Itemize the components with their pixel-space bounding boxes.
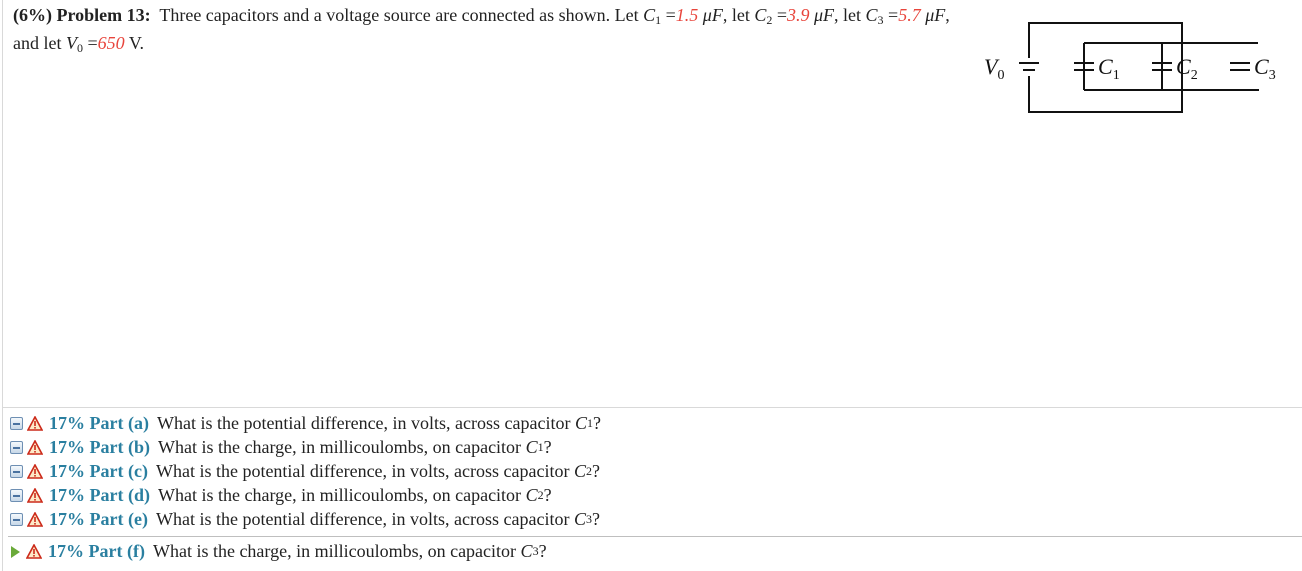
c2-value: 3.9 — [787, 5, 810, 25]
circuit-wire-bottom — [1029, 76, 1182, 112]
capacitor-symbol: C — [574, 508, 587, 529]
collapse-icon[interactable] — [10, 513, 23, 526]
c1-value: 1.5 — [675, 5, 699, 25]
part-label[interactable]: 17% Part (a) — [49, 413, 149, 434]
capacitor-subscript: 2 — [537, 487, 544, 502]
part-question: What is the potential difference, in volts, across capacitor — [156, 413, 571, 434]
unit-uf: μF — [814, 5, 835, 25]
part-question: What is the charge, in millicoulombs, on capacitor — [157, 437, 522, 458]
c2-label: $C_2$ — [1176, 54, 1198, 83]
capacitor-symbol: C — [574, 460, 587, 481]
part-label[interactable]: 17% Part (b) — [49, 437, 150, 458]
c3-label: $C_3$ — [1254, 54, 1276, 83]
capacitor-subscript: 2 — [586, 463, 593, 478]
capacitor-subscript: 1 — [537, 440, 544, 455]
collapse-icon[interactable] — [10, 441, 23, 454]
c1-label: $C_1$ — [1098, 54, 1120, 83]
part-question: What is the potential difference, in volts, across capacitor — [155, 508, 570, 529]
part-question: What is the potential difference, in volts, across capacitor — [155, 460, 570, 481]
panel-left-border — [2, 0, 3, 571]
problem-weight: (6%) — [13, 5, 52, 25]
part-e-row[interactable] — [10, 507, 1300, 531]
c3-symbol: C — [865, 5, 878, 25]
v0-symbol: V — [65, 33, 77, 53]
parts-list — [10, 412, 1300, 561]
v0-value: 650 — [97, 33, 125, 53]
c2-symbol: C — [754, 5, 767, 25]
c1-subscript: 1 — [655, 13, 662, 27]
capacitor-symbol: C — [525, 484, 538, 505]
warning-icon — [26, 544, 42, 559]
collapse-icon[interactable] — [10, 417, 23, 430]
circuit-diagram — [980, 18, 1290, 118]
v0-label: $V_0$ — [984, 54, 1005, 83]
part-f-row[interactable] — [8, 536, 1302, 566]
word-let: let — [843, 5, 862, 25]
c1-symbol: C — [643, 5, 656, 25]
warning-icon — [27, 464, 43, 479]
part-label[interactable]: 17% Part (e) — [49, 508, 148, 529]
part-question: What is the charge, in millicoulombs, on capacitor — [157, 484, 522, 505]
part-label[interactable]: 17% Part (f) — [48, 541, 145, 561]
capacitor-symbol: C — [520, 541, 533, 561]
part-label[interactable]: 17% Part (c) — [49, 460, 148, 481]
question-mark: ? — [593, 413, 602, 434]
collapse-icon[interactable] — [10, 489, 23, 502]
part-c-row[interactable] — [10, 460, 1300, 484]
warning-icon — [27, 416, 43, 431]
c2-subscript: 2 — [766, 13, 773, 27]
warning-icon — [27, 488, 43, 503]
unit-v: V — [128, 33, 140, 53]
c3-value: 5.7 — [898, 5, 921, 25]
unit-uf: μF — [925, 5, 946, 25]
part-label[interactable]: 17% Part (d) — [49, 484, 150, 505]
c3-subscript: 3 — [877, 13, 884, 27]
panel-separator — [2, 407, 1302, 408]
question-mark: ? — [538, 541, 547, 561]
capacitor-subscript: 3 — [532, 544, 539, 558]
part-a-row[interactable] — [10, 412, 1300, 436]
part-question: What is the charge, in millicoulombs, on capacitor — [152, 541, 517, 561]
problem-intro: Three capacitors and a voltage source are connected as shown. Let — [159, 5, 639, 25]
problem-statement: (6%) Problem 13: Three capacitors and a voltage source are connected as shown. Let $C_1 =1.5$ μF, let $C_2 =3.9$ μF, let $C_3 =5.7$ μF, and let $V_0 =650$ V. — [13, 5, 950, 55]
word-and-let: and let — [13, 33, 62, 53]
warning-icon — [27, 440, 43, 455]
unit-uf: μF — [702, 5, 723, 25]
expand-arrow-icon[interactable] — [11, 546, 20, 558]
question-mark: ? — [543, 484, 552, 505]
word-let: let — [731, 5, 750, 25]
question-mark: ? — [543, 437, 552, 458]
capacitor-subscript: 1 — [587, 416, 594, 431]
collapse-icon[interactable] — [10, 465, 23, 478]
question-mark: ? — [592, 508, 601, 529]
capacitor-subscript: 3 — [586, 511, 593, 526]
part-b-row[interactable] — [10, 436, 1300, 460]
problem-title: Problem 13: — [56, 5, 151, 25]
capacitor-symbol: C — [575, 413, 588, 434]
capacitor-symbol: C — [525, 437, 538, 458]
question-mark: ? — [592, 460, 601, 481]
warning-icon — [27, 512, 43, 527]
v0-subscript: 0 — [76, 41, 83, 55]
part-d-row[interactable] — [10, 483, 1300, 507]
